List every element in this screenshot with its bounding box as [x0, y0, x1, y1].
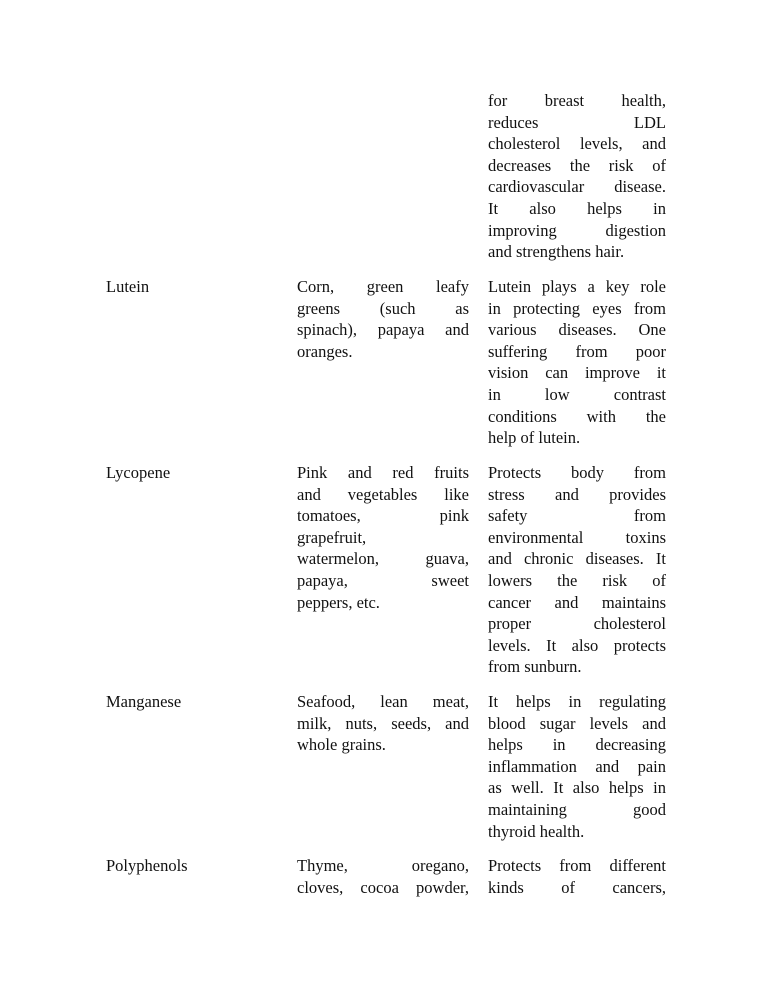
cell-line: peppers, etc. — [297, 592, 380, 612]
cell-line: watermelon, guava, — [297, 549, 469, 569]
cell-line: spinach), papaya and — [297, 320, 469, 340]
benefits-cell — [488, 90, 666, 263]
cell-line: thyroid health. — [488, 821, 585, 841]
cell-line: and chronic diseases. It — [488, 549, 666, 569]
cell-line: Seafood, lean meat, — [297, 692, 469, 711]
benefits-cell — [488, 462, 666, 678]
sources-cell — [297, 462, 469, 613]
cell-line: decreases the risk of — [488, 155, 666, 175]
sources-cell — [297, 691, 469, 756]
cell-line: in protecting eyes from — [488, 298, 666, 318]
cell-line: for breast health, — [488, 91, 666, 110]
cell-line: Protects from different — [488, 856, 666, 875]
sources-cell — [297, 276, 469, 362]
cell-line: maintaining good — [488, 799, 666, 819]
cell-line: helps in decreasing — [488, 735, 666, 755]
cell-line: It helps in regulating — [488, 692, 666, 711]
cell-line: suffering from poor — [488, 341, 666, 361]
cell-line: improving digestion — [488, 220, 666, 240]
cell-line: and strengthens hair. — [488, 242, 625, 262]
cell-line: Protects body from — [488, 463, 666, 482]
cell-line: Thyme, oregano, — [297, 856, 469, 875]
cell-line: inflammation and pain — [488, 756, 666, 776]
nutrient-cell: Manganese — [106, 692, 182, 711]
cell-line: milk, nuts, seeds, and — [297, 713, 469, 733]
cell-line: papaya, sweet — [297, 570, 469, 590]
cell-line: in low contrast — [488, 384, 666, 404]
cell-line: and vegetables like — [297, 484, 469, 504]
cell-line: safety from — [488, 506, 666, 526]
cell-line: oranges. — [297, 341, 353, 361]
cell-line: cloves, cocoa powder, — [297, 877, 469, 897]
nutrient-cell: Polyphenols — [106, 856, 188, 875]
cell-line: grapefruit, — [297, 527, 367, 547]
cell-line: cardiovascular disease. — [488, 177, 666, 197]
cell-line: greens (such as — [297, 298, 469, 318]
benefits-cell — [488, 855, 666, 898]
cell-line: blood sugar levels and — [488, 713, 666, 733]
benefits-cell — [488, 691, 666, 842]
cell-line: from sunburn. — [488, 657, 582, 677]
cell-line: cancer and maintains — [488, 592, 666, 612]
sources-cell — [297, 855, 469, 898]
cell-line: environmental toxins — [488, 527, 666, 547]
cell-line: cholesterol levels, and — [488, 134, 666, 154]
cell-line: kinds of cancers, — [488, 877, 666, 897]
cell-line: various diseases. One — [488, 320, 666, 340]
cell-line: lowers the risk of — [488, 570, 666, 590]
cell-line: stress and provides — [488, 484, 666, 504]
cell-line: conditions with the — [488, 406, 666, 426]
cell-line: proper cholesterol — [488, 614, 666, 634]
cell-line: as well. It also helps in — [488, 778, 666, 798]
cell-line: reduces LDL — [488, 112, 666, 132]
cell-line: tomatoes, pink — [297, 506, 469, 526]
cell-line: Lutein plays a key role — [488, 277, 666, 296]
cell-line: It also helps in — [488, 198, 666, 218]
nutrient-cell: Lutein — [106, 277, 150, 296]
cell-line: levels. It also protects — [488, 635, 666, 655]
cell-line: help of lutein. — [488, 428, 581, 448]
benefits-cell — [488, 276, 666, 449]
cell-line: Corn, green leafy — [297, 277, 469, 296]
cell-line: whole grains. — [297, 735, 386, 755]
cell-line: Pink and red fruits — [297, 463, 469, 482]
nutrient-cell: Lycopene — [106, 463, 171, 482]
cell-line: vision can improve it — [488, 363, 666, 383]
